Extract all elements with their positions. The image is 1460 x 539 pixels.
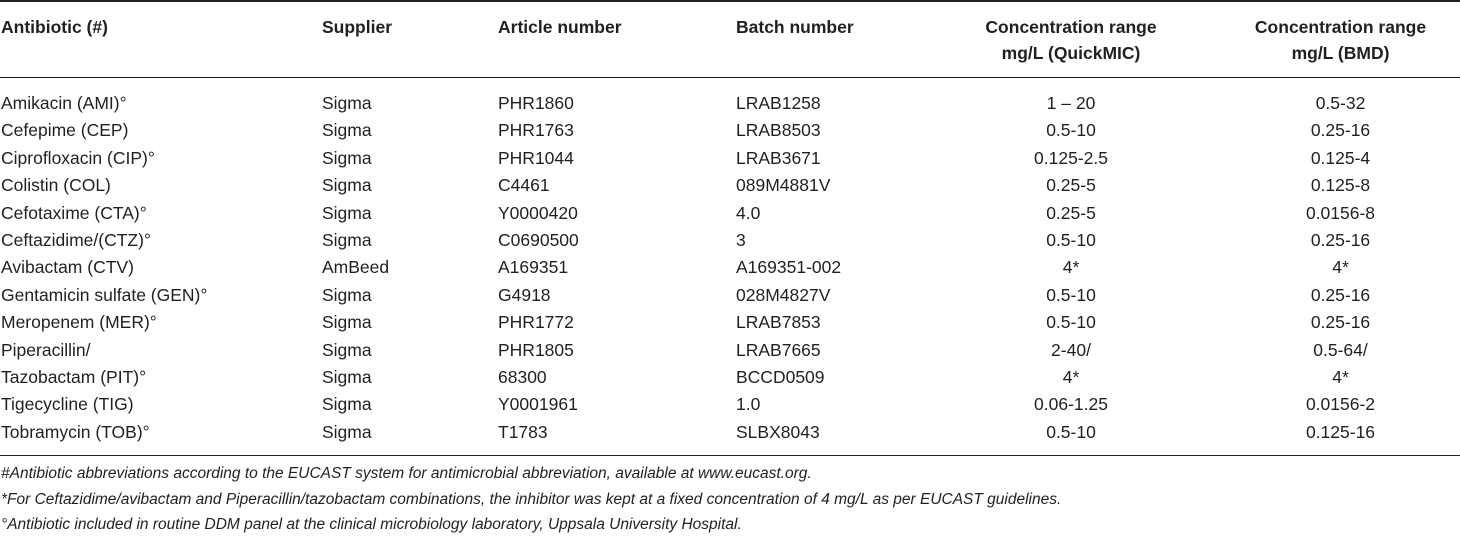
footnotes — [1, 461, 1061, 538]
cell-concentration-bmd: 0.5-32 — [1315, 93, 1366, 113]
cell-article-number: PHR1772 — [498, 312, 574, 333]
footnote-inhibitor: *For Ceftazidime/avibactam and Piperacillin/tazobactam combinations, the inhibitor was kept at a fixed concentration of 4 mg/L as per EUCAST guidelines. — [1, 490, 1062, 508]
cell-concentration-quickmic: 4* — [1062, 257, 1080, 278]
cell-article-number: PHR1860 — [498, 93, 574, 113]
cell-concentration-bmd: 0.125-4 — [1310, 147, 1371, 168]
header-batch-number: Batch number — [736, 17, 854, 37]
cell-batch-number: LRAB7665 — [736, 339, 821, 360]
cell-concentration-bmd: 0.5-64/ — [1313, 339, 1368, 360]
cell-concentration-quickmic: 0.5-10 — [1046, 421, 1096, 442]
cell-batch-number: LRAB7853 — [736, 312, 821, 333]
cell-concentration-quickmic: 0.06-1.25 — [1034, 394, 1108, 415]
cell-antibiotic: Cefepime (CEP) — [1, 120, 129, 141]
cell-supplier: Sigma — [322, 367, 372, 388]
cell-article-number: Y0001961 — [498, 394, 578, 415]
cell-supplier: Sigma — [322, 230, 372, 251]
table-row — [0, 227, 1460, 254]
cell-article-number: A169351 — [498, 257, 569, 278]
cell-batch-number: 089M4881V — [736, 175, 831, 196]
table-row — [0, 282, 1460, 309]
table-row — [0, 172, 1460, 199]
cell-antibiotic: Amikacin (AMI)° — [1, 93, 127, 113]
header-concentration-bmd-line2: mg/L (BMD) — [1291, 43, 1390, 63]
cell-article-number: G4918 — [498, 284, 551, 305]
cell-article-number: C4461 — [498, 175, 550, 196]
cell-concentration-bmd: 0.25-16 — [1310, 284, 1371, 305]
cell-antibiotic: Piperacillin/ — [1, 339, 91, 360]
table-body — [0, 78, 1460, 456]
table-row — [0, 309, 1460, 336]
cell-antibiotic: Cefotaxime (CTA)° — [1, 202, 147, 223]
table-header-row — [0, 1, 1460, 78]
cell-batch-number: LRAB3671 — [736, 147, 821, 168]
cell-concentration-quickmic: 0.125-2.5 — [1034, 147, 1108, 168]
cell-supplier: Sigma — [322, 394, 372, 415]
cell-batch-number: SLBX8043 — [736, 421, 820, 442]
cell-supplier: Sigma — [322, 312, 372, 333]
cell-concentration-bmd: 0.125-16 — [1305, 421, 1376, 442]
cell-antibiotic: Colistin (COL) — [1, 175, 111, 196]
header-concentration-quickmic-line2: mg/L (QuickMIC) — [1001, 43, 1141, 63]
cell-concentration-quickmic: 0.25-5 — [1046, 175, 1096, 196]
cell-antibiotic: Ceftazidime/(CTZ)° — [1, 230, 151, 251]
header-concentration-bmd-line1: Concentration range — [1254, 17, 1427, 37]
cell-article-number: Y0000420 — [498, 202, 578, 223]
footnote-abbreviations: #Antibiotic abbreviations according to the EUCAST system for antimicrobial abbreviation, available at www.eucast.org. — [1, 465, 812, 482]
cell-supplier: AmBeed — [322, 257, 390, 278]
table-row — [0, 391, 1460, 418]
table-row — [0, 254, 1460, 281]
header-antibiotic: Antibiotic (#) — [1, 17, 108, 37]
cell-article-number: T1783 — [498, 421, 548, 442]
cell-batch-number: 3 — [736, 230, 746, 251]
header-supplier: Supplier — [322, 17, 393, 37]
table-row — [0, 419, 1460, 456]
cell-concentration-bmd: 4* — [1332, 367, 1349, 388]
cell-article-number: PHR1044 — [498, 147, 574, 168]
cell-concentration-bmd: 0.125-8 — [1310, 175, 1371, 196]
cell-batch-number: A169351-002 — [736, 257, 842, 278]
cell-antibiotic: Meropenem (MER)° — [1, 312, 157, 333]
cell-supplier: Sigma — [322, 284, 372, 305]
cell-concentration-bmd: 0.25-16 — [1310, 120, 1371, 141]
cell-concentration-bmd: 4* — [1332, 257, 1349, 278]
cell-antibiotic: Gentamicin sulfate (GEN)° — [1, 284, 208, 305]
header-concentration-quickmic-line1: Concentration range — [985, 17, 1157, 37]
cell-concentration-bmd: 0.25-16 — [1310, 230, 1371, 251]
header-article-number: Article number — [498, 17, 622, 37]
cell-supplier: Sigma — [322, 202, 372, 223]
footnote-routine-panel: °Antibiotic included in routine DDM panel at the clinical microbiology laboratory, Uppsala University Hospital. — [1, 516, 742, 533]
cell-antibiotic: Tigecycline (TIG) — [1, 394, 134, 415]
cell-supplier: Sigma — [322, 120, 372, 141]
table-row — [0, 337, 1460, 364]
cell-batch-number: LRAB8503 — [736, 120, 821, 141]
cell-concentration-bmd: 0.0156-2 — [1305, 394, 1376, 415]
cell-concentration-quickmic: 0.5-10 — [1046, 230, 1096, 251]
table-row — [0, 200, 1460, 227]
cell-article-number: PHR1763 — [498, 120, 574, 141]
cell-article-number: C0690500 — [498, 230, 579, 251]
cell-supplier: Sigma — [322, 93, 372, 113]
cell-batch-number: 1.0 — [736, 394, 761, 415]
cell-article-number: PHR1805 — [498, 339, 574, 360]
cell-concentration-quickmic: 0.5-10 — [1046, 120, 1096, 141]
cell-antibiotic: Avibactam (CTV) — [1, 257, 134, 278]
cell-antibiotic: Tazobactam (PIT)° — [1, 367, 147, 388]
cell-article-number: 68300 — [498, 367, 547, 388]
cell-concentration-bmd: 0.0156-8 — [1305, 202, 1376, 223]
cell-supplier: Sigma — [322, 175, 372, 196]
cell-batch-number: BCCD0509 — [736, 367, 825, 388]
cell-batch-number: 4.0 — [736, 202, 761, 223]
cell-antibiotic: Ciprofloxacin (CIP)° — [1, 147, 155, 168]
table-row — [0, 364, 1460, 391]
cell-supplier: Sigma — [322, 147, 372, 168]
header-concentration-quickmic — [921, 1, 1221, 78]
header-concentration-bmd — [1221, 1, 1460, 78]
cell-antibiotic: Tobramycin (TOB)° — [1, 421, 150, 442]
cell-concentration-quickmic: 4* — [1062, 367, 1080, 388]
cell-supplier: Sigma — [322, 339, 372, 360]
table-row — [0, 78, 1460, 118]
cell-concentration-quickmic: 1 – 20 — [1046, 93, 1096, 113]
cell-concentration-bmd: 0.25-16 — [1310, 312, 1371, 333]
table-row — [0, 145, 1460, 172]
cell-batch-number: 028M4827V — [736, 284, 831, 305]
cell-batch-number: LRAB1258 — [736, 93, 821, 113]
cell-concentration-quickmic: 0.5-10 — [1046, 312, 1096, 333]
cell-concentration-quickmic: 0.5-10 — [1046, 284, 1096, 305]
cell-concentration-quickmic: 2-40/ — [1051, 339, 1091, 360]
cell-concentration-quickmic: 0.25-5 — [1046, 202, 1096, 223]
cell-supplier: Sigma — [322, 421, 372, 442]
table-row — [0, 117, 1460, 144]
